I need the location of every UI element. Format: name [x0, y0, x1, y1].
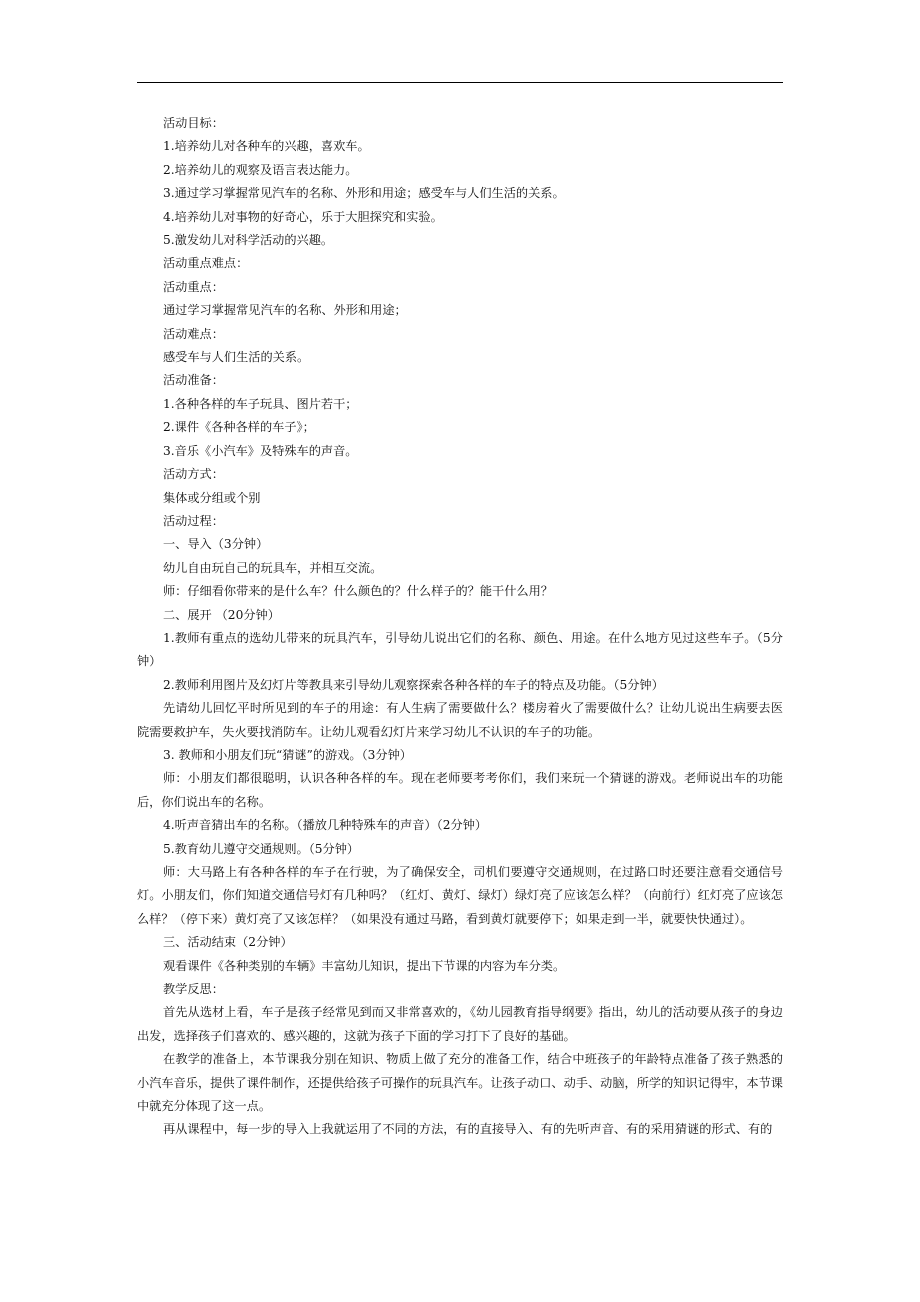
- paragraph: 活动过程：: [163, 513, 224, 528]
- paragraph: 首先从选材上看，车子是孩子经常见到而又非常喜欢的，《幼儿园教育指导纲要》指出，幼儿的活动要从孩子的身边出发，选择孩子们喜欢的、感兴趣的，这就为孩子下面的学习打下了良好的基础。: [137, 1005, 783, 1043]
- document-body: [137, 112, 783, 1142]
- paragraph: 师：小朋友们都很聪明，认识各种各样的车。现在老师要考考你们，我们来玩一个猜谜的游戏。老师说出车的功能后，你们说出车的名称。: [137, 771, 783, 809]
- paragraph: 二、展开 （20分钟）: [163, 607, 280, 622]
- paragraph: 先请幼儿回忆平时所见到的车子的用途：有人生病了需要做什么？楼房着火了需要做什么？让幼儿说出生病要去医院需要救护车，失火要找消防车。让幼儿观看幻灯片来学习幼儿不认识的车子的功能。: [137, 701, 783, 739]
- paragraph: 2.课件《各种各样的车子》；: [163, 420, 315, 435]
- paragraph: 3.通过学习掌握常见汽车的名称、外形和用途；感受车与人们生活的关系。: [163, 186, 565, 201]
- paragraph: 师：大马路上有各种各样的车子在行驶，为了确保安全，司机们要遵守交通规则，在过路口时还要注意看交通信号灯。小朋友们，你们知道交通信号灯有几种吗？（红灯、黄灯、绿灯）绿灯亮了应该怎么样？（向前行）红灯亮了应该怎么样？（停下来）黄灯亮了又该怎样？（如果没有通过马路，看到黄灯就要停下；如果走到一半，就要快快通过）。: [137, 865, 783, 926]
- paragraph: 3.音乐《小汽车》及特殊车的声音。: [163, 443, 358, 458]
- paragraph: 活动重点难点：: [163, 256, 249, 271]
- paragraph: 2.培养幼儿的观察及语言表达能力。: [163, 162, 358, 177]
- paragraph: 教学反思：: [163, 982, 224, 997]
- paragraph: 4.培养幼儿对事物的好奇心，乐于大胆探究和实验。: [163, 209, 443, 224]
- paragraph: 1.教师有重点的选幼儿带来的玩具汽车，引导幼儿说出它们的名称、颜色、用途。在什么地方见过这些车子。（5分钟）: [137, 630, 783, 669]
- paragraph: 在教学的准备上，本节课我分别在知识、物质上做了充分的准备工作，结合中班孩子的年龄特点准备了孩子熟悉的小汽车音乐，提供了课件制作，还提供给孩子可操作的玩具汽车。让孩子动口、动手、动脑，所学的知识记得牢，本节课中就充分体现了这一点。: [137, 1052, 783, 1114]
- paragraph: 活动方式：: [163, 467, 224, 482]
- paragraph: 1.各种各样的车子玩具、图片若干；: [163, 396, 358, 411]
- paragraph: 活动重点：: [163, 279, 224, 294]
- paragraph: 集体或分组或个别: [163, 490, 261, 505]
- paragraph: 感受车与人们生活的关系。: [163, 350, 310, 365]
- paragraph: 活动准备：: [163, 373, 224, 388]
- paragraph: 5.激发幼儿对科学活动的兴趣。: [163, 233, 334, 248]
- paragraph: 通过学习掌握常见汽车的名称、外形和用途；: [163, 303, 407, 318]
- paragraph: 再从课程中，每一步的导入上我就运用了不同的方法，有的直接导入、有的先听声音、有的采用猜谜的形式、有的: [163, 1122, 773, 1137]
- paragraph: 1.培养幼儿对各种车的兴趣，喜欢车。: [163, 139, 370, 154]
- paragraph: 幼儿自由玩自己的玩具车，并相互交流。: [163, 560, 383, 575]
- paragraph: 活动难点：: [163, 326, 224, 341]
- paragraph: 三、活动结束（2分钟）: [163, 935, 293, 950]
- header-rule: [137, 82, 783, 83]
- paragraph: 观看课件《各种类别的车辆》丰富幼儿知识，提出下节课的内容为车分类。: [163, 958, 566, 973]
- paragraph: 5.教育幼儿遵守交通规则。（5分钟）: [163, 841, 360, 856]
- paragraph: 师：仔细看你带来的是什么车？什么颜色的？什么样子的？能干什么用？: [163, 584, 553, 599]
- paragraph: 4.听声音猜出车的名称。（播放几种特殊车的声音）（2分钟）: [163, 818, 488, 833]
- paragraph: 2.教师利用图片及幻灯片等教具来引导幼儿观察探索各种各样的车子的特点及功能。（5分钟）: [163, 677, 664, 692]
- paragraph: 一、导入（3分钟）: [163, 537, 269, 552]
- paragraph: 3. 教师和小朋友们玩“猜谜”的游戏。（3分钟）: [163, 747, 412, 762]
- paragraph: 活动目标：: [163, 116, 224, 130]
